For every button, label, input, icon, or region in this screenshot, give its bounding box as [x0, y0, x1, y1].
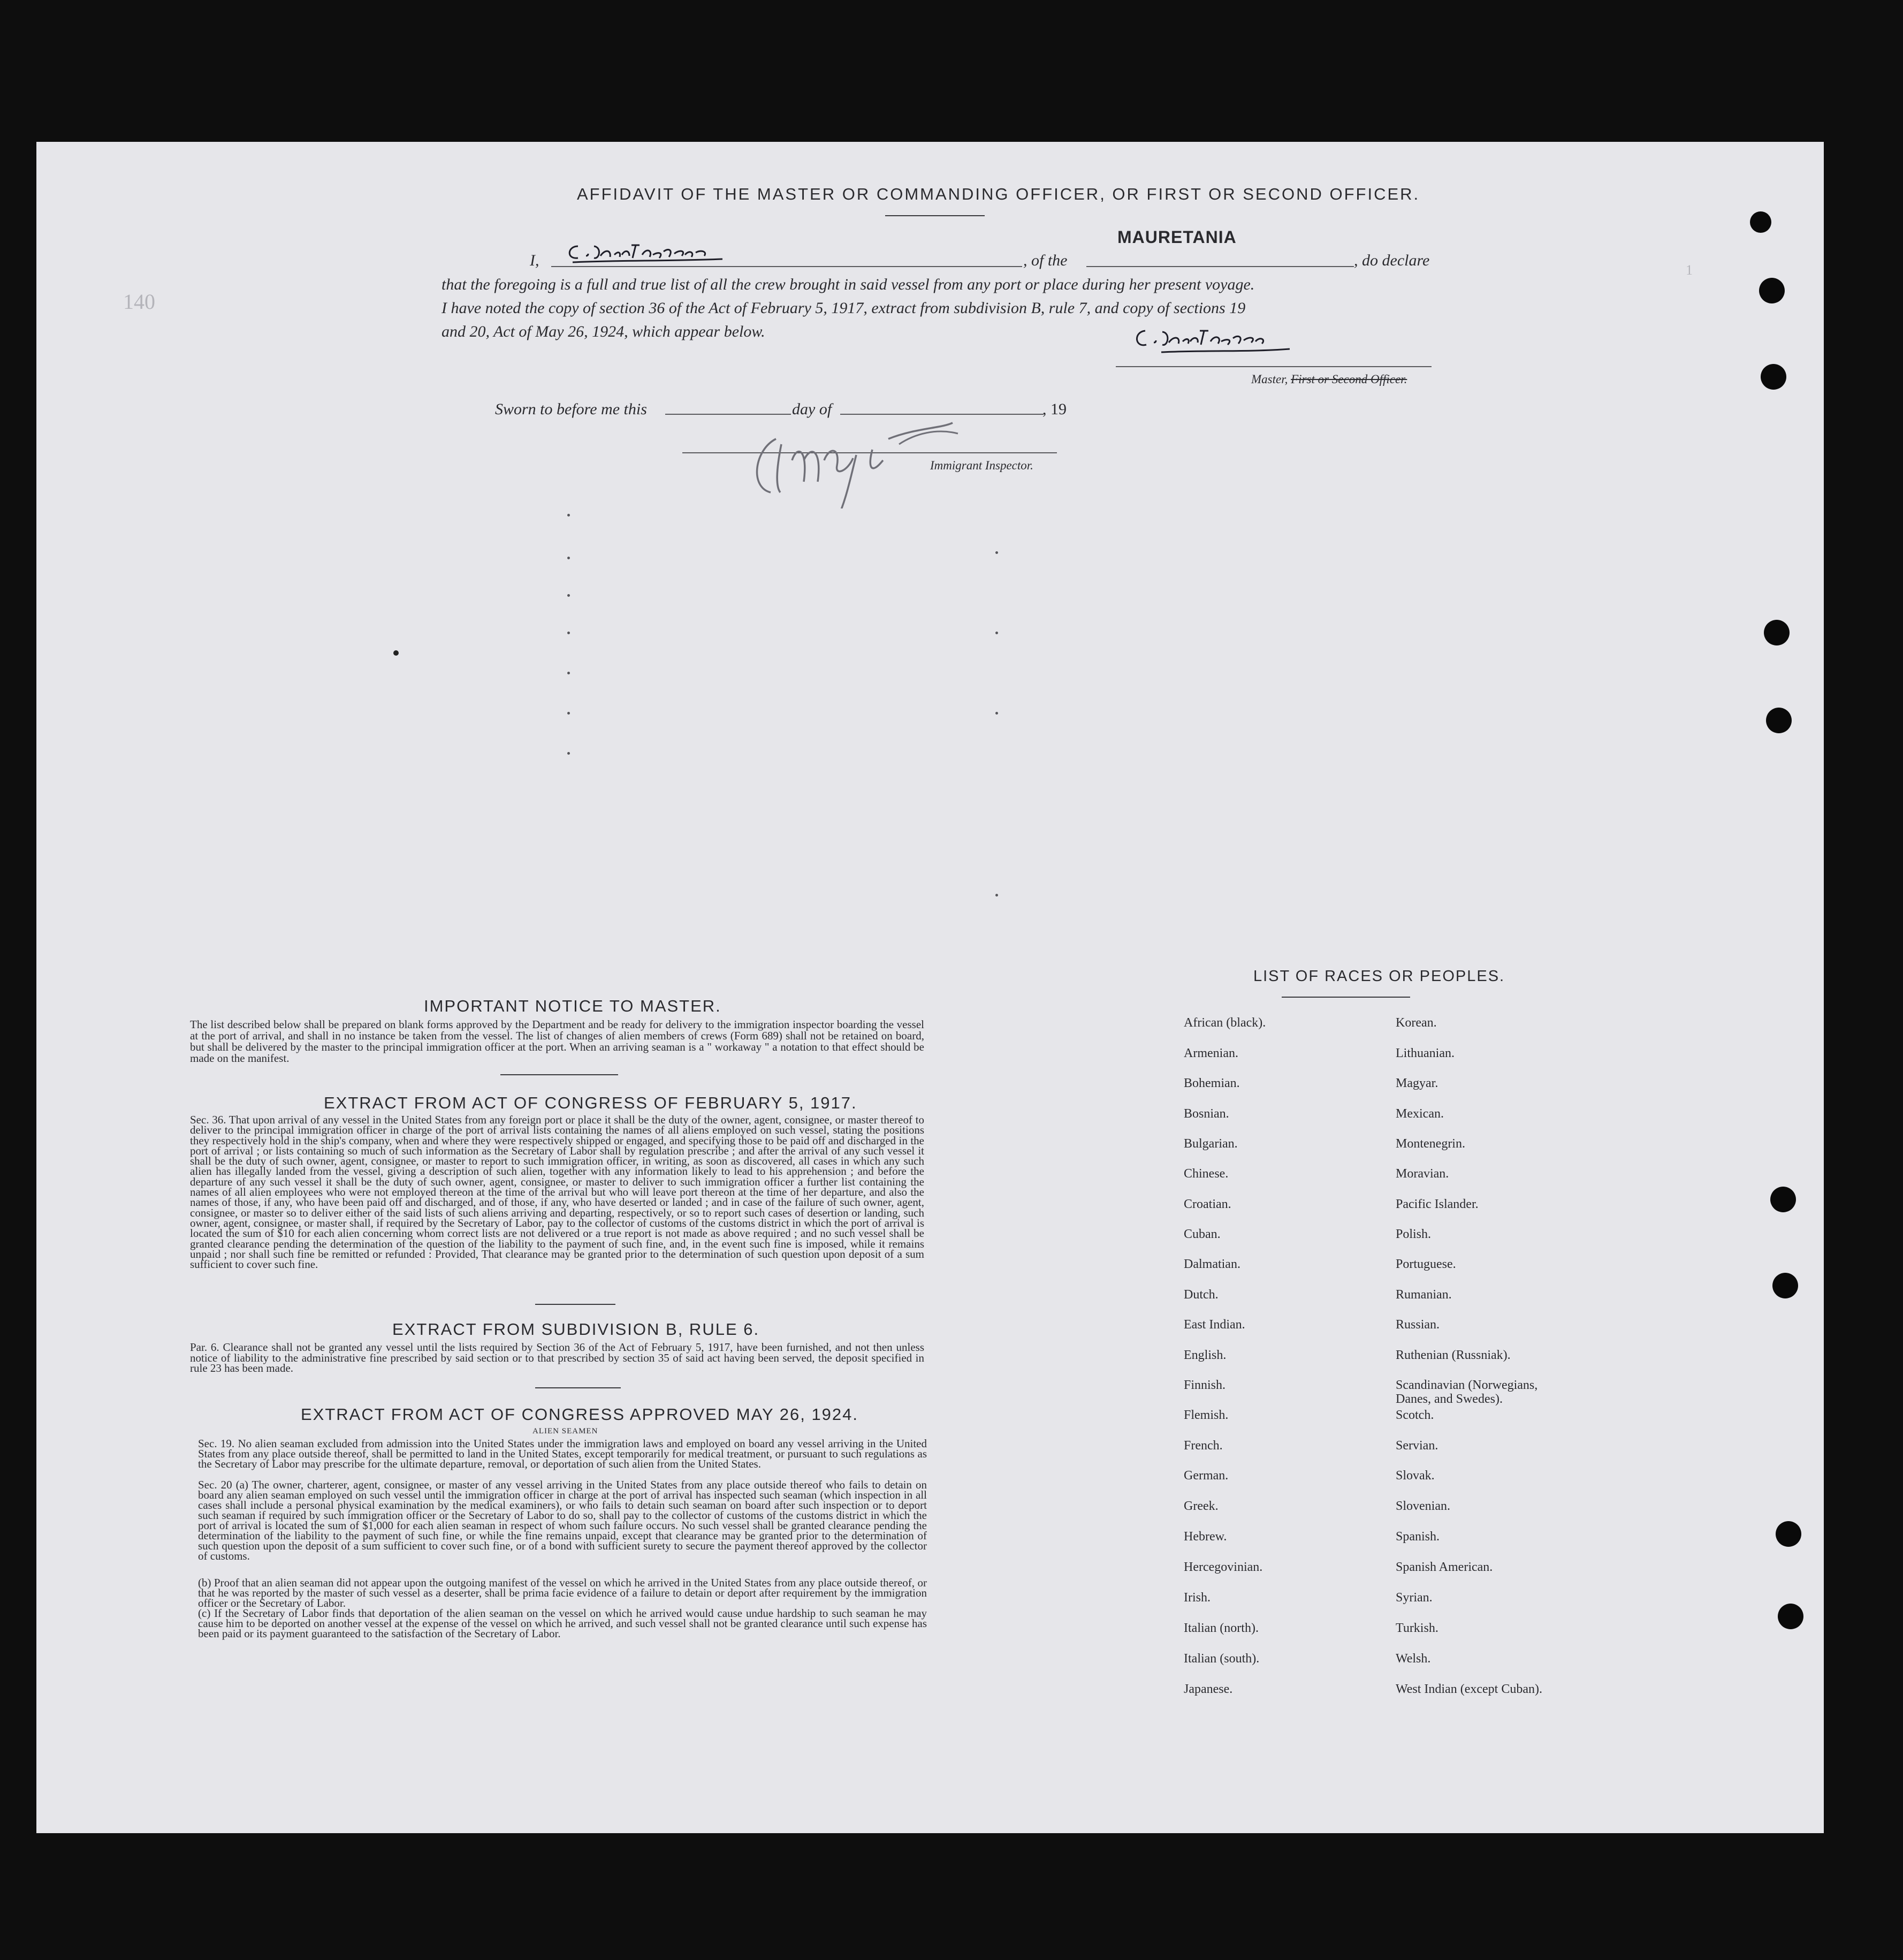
extract-1917-title: EXTRACT FROM ACT OF CONGRESS OF FEBRUARY 5, 1917. — [324, 1093, 857, 1112]
race-right: Scotch. — [1396, 1408, 1434, 1422]
race-right: Polish. — [1396, 1227, 1432, 1241]
punch-hole — [1750, 211, 1771, 233]
sworn-day-of: day of — [792, 400, 832, 418]
bleed-dot — [995, 551, 998, 554]
bleed-dot — [995, 632, 998, 634]
notice-title: IMPORTANT NOTICE TO MASTER. — [424, 997, 721, 1015]
race-left: Italian (south). — [1184, 1652, 1260, 1666]
master-signature-line — [1116, 366, 1432, 367]
races-title: LIST OF RACES OR PEOPLES. — [1253, 968, 1505, 985]
notice-divider — [500, 1074, 618, 1075]
master-label — [1251, 373, 1407, 386]
bleed-dot — [567, 632, 570, 634]
race-right: Pacific Islander. — [1396, 1197, 1479, 1211]
subdivision-b-text: Par. 6. Clearance shall not be granted any vessel until the lists required by Section 36 of the Act of February 5, 1917, have been furnished, and not then unless notice of liability to the administrative fine prescribed by said section or to that prescribed by section 35 of said act having been served, the deposit specified in rule 23 has been made. — [190, 1341, 924, 1374]
bleed-dot — [567, 712, 570, 715]
extract-1924-sec19: Sec. 19. No alien seaman excluded from admission into the United States under the immigration laws and employed on board any vessel arriving in the United States from any place outside thereof, shall be permitted to land in the United States, except temporarily for medical treatment, or pursuant to such regulations as the Secretary of Labor may prescribe for the ultimate departure, removal, or deportation of such alien from the United States. — [198, 1437, 927, 1470]
affidavit-line-3: I have noted the copy of section 36 of the Act of February 5, 1917, extract from subdivision B, rule 7, and copy of sections 19 — [442, 299, 1246, 317]
race-right: Welsh. — [1396, 1652, 1431, 1666]
race-left: Cuban. — [1184, 1227, 1221, 1241]
race-right: Magyar. — [1396, 1076, 1438, 1090]
race-left: Greek. — [1184, 1499, 1219, 1513]
bleed-dot — [567, 514, 570, 516]
race-right: Slovenian. — [1396, 1499, 1450, 1513]
race-left: Chinese. — [1184, 1167, 1229, 1181]
extract-1924-sec20c: (c) If the Secretary of Labor finds that deportation of the alien seaman on the vessel on which he arrived would cause undue hardship to such seaman he may cause him to be deported on another vessel at the expense of the vessel on which he arrived, and such vessel shall not be granted clearance until such expense has been paid or its payment guaranteed to the satisfaction of the Secretary of Labor. — [198, 1607, 927, 1640]
race-left: African (black). — [1184, 1016, 1266, 1030]
subdivision-b-title: EXTRACT FROM SUBDIVISION B, RULE 6. — [392, 1320, 760, 1339]
race-left: East Indian. — [1184, 1318, 1245, 1332]
bleed-dot — [567, 557, 570, 559]
race-right: Moravian. — [1396, 1167, 1449, 1181]
race-right: Rumanian. — [1396, 1288, 1452, 1302]
notice-text: The list described below shall be prepared on blank forms approved by the Department and be ready for delivery to the immigration inspector boarding the vessel at the port of arrival, and shall in no instance be taken from the vessel. The list of changes of alien members of crews (Form 689) shall not be retained on board, but shall be delivered by the master to the principal immigration officer at the port. When an arriving seaman is a " workaway " a notation to that effect should be made on the manifest. — [190, 1018, 924, 1065]
vessel-line — [1086, 266, 1354, 267]
race-right: Ruthenian (Russniak). — [1396, 1348, 1511, 1362]
race-right: Montenegrin. — [1396, 1137, 1465, 1151]
bleed-dot — [393, 650, 399, 656]
race-left: Finnish. — [1184, 1378, 1226, 1392]
affidavit-line-4: and 20, Act of May 26, 1924, which appear below. — [442, 323, 765, 340]
race-left: Bulgarian. — [1184, 1137, 1238, 1151]
race-left: German. — [1184, 1469, 1229, 1483]
race-left: Croatian. — [1184, 1197, 1231, 1211]
race-right: Servian. — [1396, 1439, 1438, 1453]
bleed-dot — [567, 672, 570, 674]
race-right: Syrian. — [1396, 1591, 1433, 1605]
race-left: Hebrew. — [1184, 1530, 1227, 1544]
bleed-dot — [995, 894, 998, 897]
inspector-label: Immigrant Inspector. — [930, 459, 1033, 472]
race-right: Russian. — [1396, 1318, 1440, 1332]
extract-1924-title: EXTRACT FROM ACT OF CONGRESS APPROVED MAY 26, 1924. — [301, 1405, 859, 1424]
race-left: Italian (north). — [1184, 1621, 1259, 1635]
race-right: Slovak. — [1396, 1469, 1435, 1483]
race-right: Korean. — [1396, 1016, 1437, 1030]
bleed-dot — [995, 712, 998, 715]
punch-hole — [1776, 1521, 1801, 1547]
master-signature-2 — [1129, 321, 1311, 364]
bleed-dot — [567, 594, 570, 597]
race-left: Armenian. — [1184, 1046, 1238, 1060]
punch-hole — [1770, 1187, 1796, 1212]
race-left: French. — [1184, 1439, 1223, 1453]
sworn-prefix: Sworn to before me this — [495, 400, 647, 418]
affidavit-i: I, — [530, 252, 539, 269]
extract-1917-divider — [535, 1304, 615, 1305]
race-left: Hercegovinian. — [1184, 1560, 1263, 1574]
race-right: Spanish American. — [1396, 1560, 1493, 1574]
master-struck-text: First or Second Officer. — [1291, 373, 1407, 386]
affidavit-of-the: , of the — [1023, 252, 1068, 269]
bleed-through-mark: 140 — [123, 290, 155, 314]
affidavit-line-2: that the foregoing is a full and true list of all the crew brought in said vessel from any port or place during her present voyage. — [442, 276, 1255, 293]
race-right: West Indian (except Cuban). — [1396, 1682, 1542, 1696]
master-signature-1 — [562, 235, 744, 270]
race-right: Lithuanian. — [1396, 1046, 1455, 1060]
bleed-dot — [567, 752, 570, 755]
race-left: Bosnian. — [1184, 1107, 1229, 1121]
race-right: Spanish. — [1396, 1530, 1440, 1544]
races-title-underline — [1282, 997, 1410, 998]
sworn-year: , 19 — [1042, 400, 1067, 418]
race-right: Scandinavian (Norwegians, Danes, and Swedes). — [1396, 1378, 1538, 1406]
race-right: Portuguese. — [1396, 1257, 1456, 1271]
punch-hole — [1772, 1273, 1798, 1298]
affidavit-do-declare: , do declare — [1354, 252, 1430, 269]
extract-1917-text: Sec. 36. That upon arrival of any vessel in the United States from any foreign port or place it shall be the duty of the owner, agent, consignee, or master thereof to deliver to the principal immigration officer in charge of the port of arrival lists containing the names of all aliens employed on such vessel, stating the positions they respectively hold in the ship's company, when and where they were respectively shipped or engaged, and specifying those to be paid off and discharged in the port of arrival ; or lists containing so much of such information as the Secretary of Labor shall by regulation prescribe ; and after the arrival of any such vessel it shall be the duty of such owner, agent, consignee, or master to report to such immigration officer, in writing, as soon as discovered, all cases in which any such alien has illegally landed from the vessel, giving a description of such alien, together with any information likely to lead to his apprehension ; and before the departure of any such vessel it shall be the duty of such owner, agent, consignee, or master to deliver to such immigration officer a further list containing the names of all alien employees who were not employed thereon at the time of the arrival but who will leave port thereon at the time of her departure, and also the names of those, if any, who have been paid off and discharged, and of those, if any, who have deserted or landed ; and in case of the failure of such owner, agent, consignee, or master so to deliver either of the said lists of such aliens arriving and departing, respectively, or so to report such cases of desertion or landing, such owner, agent, consignee, or master shall, if required by the Secretary of Labor, pay to the collector of customs of the customs district in which the port of arrival is located the sum of $10 for each alien concerning whom correct lists are not delivered or a true report is not made as above required ; and no such vessel shall be granted clearance pending the determination of the question of the liability to the payment of such fine, and, in the event such fine is imposed, while it remains unpaid ; nor shall such fine be remitted or refunded : Provided, That clearance may be granted prior to the determination of such question upon deposit of a sum sufficient to cover such fine. — [190, 1113, 924, 1271]
race-right: Mexican. — [1396, 1107, 1444, 1121]
name-line — [551, 266, 1022, 267]
race-left: Irish. — [1184, 1591, 1211, 1605]
race-left: Bohemian. — [1184, 1076, 1240, 1090]
race-left: Japanese. — [1184, 1682, 1233, 1696]
bleed-through-mark: 1 — [1686, 262, 1693, 278]
extract-1924-sec20a: Sec. 20 (a) The owner, charterer, agent, consignee, or master of any vessel arriving in the United States from any place outside thereof who fails to detain on board any alien seaman employed on such vessel until the immigration officer in charge at the port of arrival has inspected such seaman (which inspection in all cases shall include a personal physical examination by the medical examiners), or who fails to detain such seaman on board after such inspection or to deport such seaman if required by such immigration officer or the Secretary of Labor to do so, shall pay to the collector of customs of the customs district in which the port of arrival is located the sum of $1,000 for each alien seaman in respect of whom such failure occurs. No such vessel shall be granted clearance pending the determination of the liability to the payment of such fine, or while the fine remains unpaid, except that clearance may be granted prior to the determination of such question upon the deposit of a sum sufficient to cover such fine, or of a bond with sufficient surety to secure the payment thereof approved by the collector of customs. — [198, 1478, 927, 1562]
vessel-name: MAURETANIA — [1117, 227, 1237, 247]
extract-1924-subtitle: ALIEN SEAMEN — [532, 1427, 598, 1435]
affidavit-title: AFFIDAVIT OF THE MASTER OR COMMANDING OFFICER, OR FIRST OR SECOND OFFICER. — [577, 185, 1420, 203]
subdivision-b-divider — [535, 1387, 621, 1388]
extract-1924-sec20b: (b) Proof that an alien seaman did not appear upon the outgoing manifest of the vessel on which he arrived in the United States from any place outside thereof, or that he was reported by the master of such vessel as a deserter, shall be prima facie evidence of a failure to detain or deport after requirement by the immigration officer or the Secretary of Labor. — [198, 1576, 927, 1609]
punch-hole — [1759, 278, 1785, 303]
punch-hole — [1761, 364, 1786, 390]
punch-hole — [1766, 708, 1792, 733]
punch-hole — [1778, 1604, 1803, 1629]
title-underline — [885, 215, 985, 216]
inspector-signature — [739, 407, 1038, 508]
race-right: Turkish. — [1396, 1621, 1438, 1635]
punch-hole — [1764, 620, 1790, 645]
race-left: Flemish. — [1184, 1408, 1229, 1422]
master-label-text: Master, — [1251, 373, 1288, 386]
race-left: English. — [1184, 1348, 1227, 1362]
race-left: Dutch. — [1184, 1288, 1219, 1302]
race-left: Dalmatian. — [1184, 1257, 1240, 1271]
